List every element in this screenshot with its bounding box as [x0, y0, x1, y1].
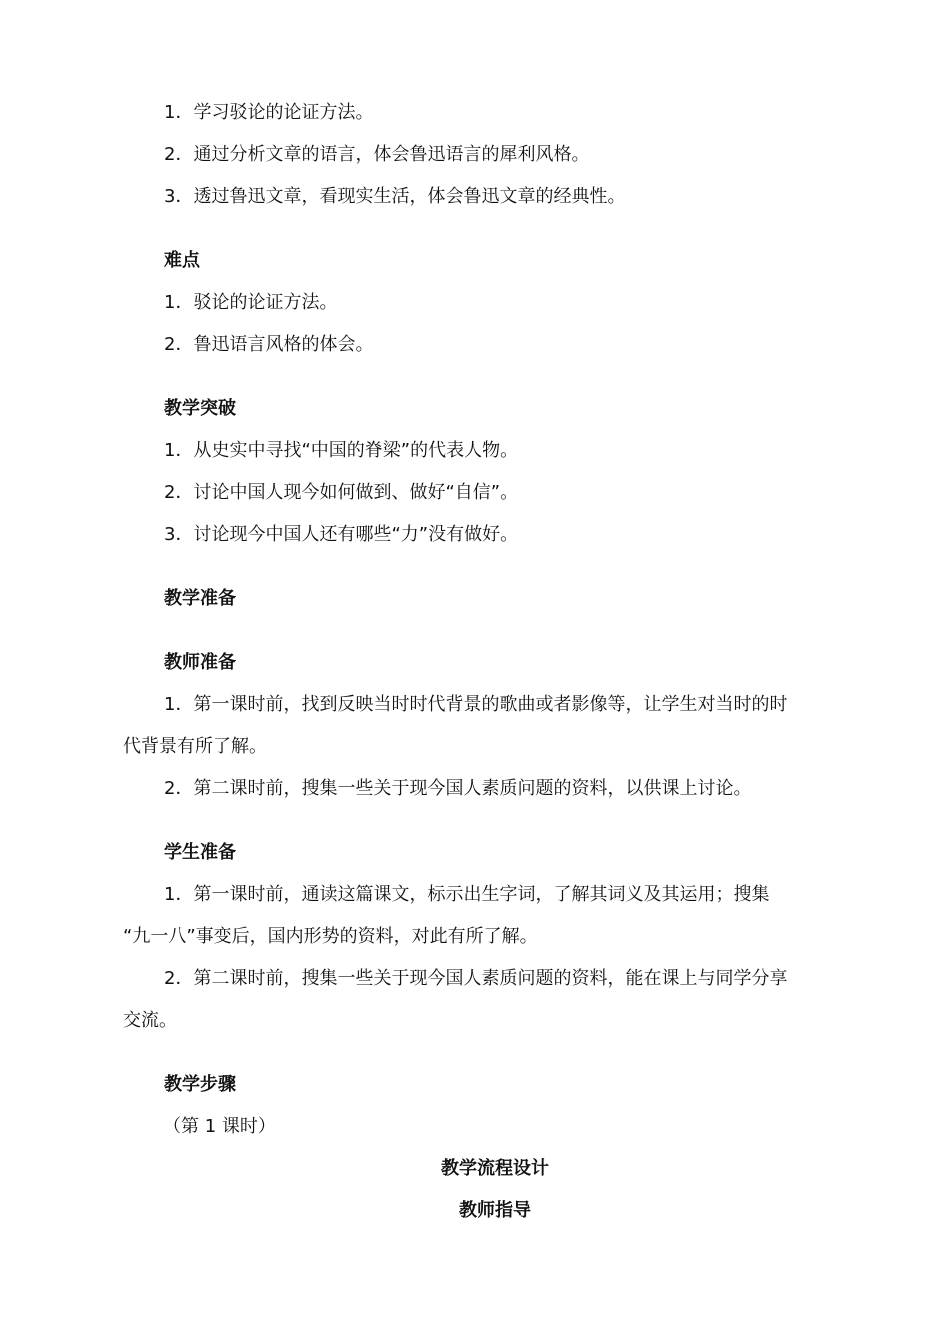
preparation-heading: 教学准备 — [164, 588, 236, 609]
teacher-prep-heading: 教师准备 — [164, 652, 236, 673]
difficulty-item-1: 1．驳论的论证方法。 — [164, 292, 338, 313]
period-label: （第 1 课时） — [163, 1116, 276, 1137]
difficulty-heading: 难点 — [164, 250, 200, 271]
focus-item-3: 3．透过鲁迅文章，看现实生活，体会鲁迅文章的经典性。 — [164, 186, 626, 207]
student-prep-item-1-line-2: “九一八”事变后，国内形势的资料，对此有所了解。 — [123, 926, 538, 947]
breakthrough-item-2: 2．讨论中国人现今如何做到、做好“自信”。 — [164, 482, 519, 503]
teacher-prep-item-2: 2．第二课时前，搜集一些关于现今国人素质问题的资料，以供课上讨论。 — [164, 778, 752, 799]
teacher-prep-item-1-line-2: 代背景有所了解。 — [123, 736, 267, 757]
breakthrough-item-3: 3．讨论现今中国人还有哪些“力”没有做好。 — [164, 524, 519, 545]
steps-heading: 教学步骤 — [164, 1074, 236, 1095]
difficulty-item-2: 2．鲁迅语言风格的体会。 — [164, 334, 374, 355]
teacher-guide-title: 教师指导 — [459, 1200, 531, 1221]
student-prep-item-2-line-2: 交流。 — [123, 1010, 177, 1031]
flow-design-title: 教学流程设计 — [441, 1158, 549, 1179]
focus-item-2: 2．通过分析文章的语言，体会鲁迅语言的犀利风格。 — [164, 144, 590, 165]
student-prep-item-1-line-1: 1．第一课时前，通读这篇课文，标示出生字词，了解其词义及其运用；搜集 — [164, 884, 770, 905]
breakthrough-item-1: 1．从史实中寻找“中国的脊梁”的代表人物。 — [164, 440, 519, 461]
teacher-prep-item-1-line-1: 1．第一课时前，找到反映当时时代背景的歌曲或者影像等，让学生对当时的时 — [164, 694, 788, 715]
student-prep-heading: 学生准备 — [164, 842, 236, 863]
focus-item-1: 1．学习驳论的论证方法。 — [164, 102, 374, 123]
breakthrough-heading: 教学突破 — [164, 398, 236, 419]
student-prep-item-2-line-1: 2．第二课时前，搜集一些关于现今国人素质问题的资料，能在课上与同学分享 — [164, 968, 788, 989]
